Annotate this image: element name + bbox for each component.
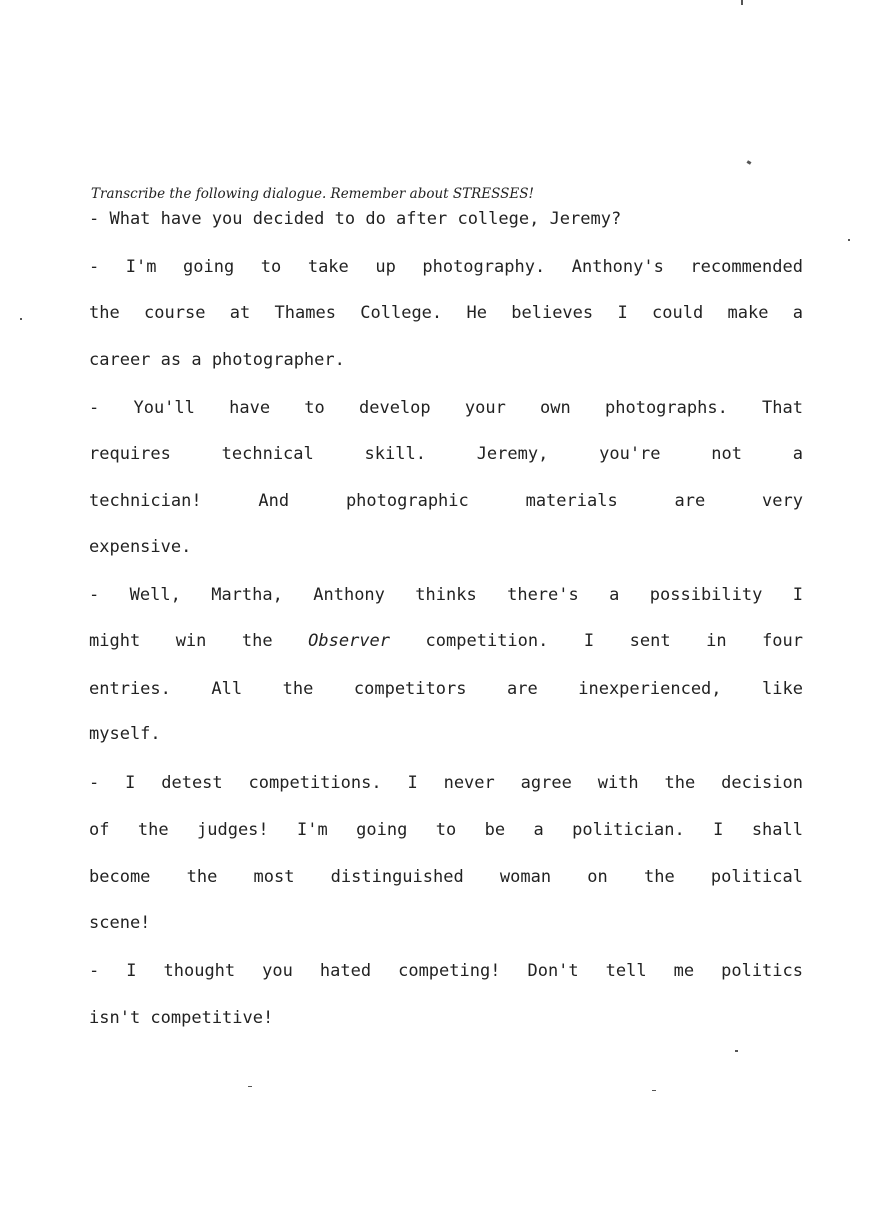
scan-speck xyxy=(652,1090,656,1091)
dialogue-line-6: requires technical skill. Jeremy, you're not a xyxy=(89,444,803,464)
observer-title: Observer xyxy=(308,631,391,651)
dialogue-line-16: scene! xyxy=(89,913,151,933)
dialogue-line-5: - You'll have to develop your own photographs. That xyxy=(89,398,803,418)
dialogue-line-17: - I thought you hated competing! Don't tell me politics xyxy=(89,961,803,981)
dialogue-line-3: the course at Thames College. He believes I could make a xyxy=(89,303,803,323)
instruction-text: Transcribe the following dialogue. Remember about STRESSES! xyxy=(91,186,534,202)
dialogue-line-13: - I detest competitions. I never agree with the decision xyxy=(89,773,803,793)
dialogue-line-1: - What have you decided to do after college, Jeremy? xyxy=(89,209,622,229)
dialogue-line-2: - I'm going to take up photography. Anthony's recommended xyxy=(89,257,803,277)
scan-speck xyxy=(248,1086,252,1087)
dialogue-line-11: entries. All the competitors are inexperienced, like xyxy=(89,679,803,699)
dialogue-line-4: career as a photographer. xyxy=(89,350,345,370)
dialogue-line-9: - Well, Martha, Anthony thinks there's a possibility I xyxy=(89,585,803,605)
dialogue-line-10 xyxy=(89,630,803,652)
line-10-post: competition. I sent in four xyxy=(390,631,804,651)
dialogue-line-12: myself. xyxy=(89,724,161,744)
scan-speck xyxy=(741,0,743,5)
scan-speck xyxy=(747,160,752,165)
dialogue-line-15: become the most distinguished woman on the political xyxy=(89,867,803,887)
scan-speck xyxy=(735,1050,738,1052)
scan-speck xyxy=(848,239,850,241)
dialogue-line-7: technician! And photographic materials are very xyxy=(89,491,803,511)
line-10-pre: might win the xyxy=(89,631,309,651)
scan-speck xyxy=(20,318,22,320)
dialogue-line-14: of the judges! I'm going to be a politician. I shall xyxy=(89,820,803,840)
dialogue-line-8: expensive. xyxy=(89,537,192,557)
dialogue-line-18: isn't competitive! xyxy=(89,1008,274,1028)
